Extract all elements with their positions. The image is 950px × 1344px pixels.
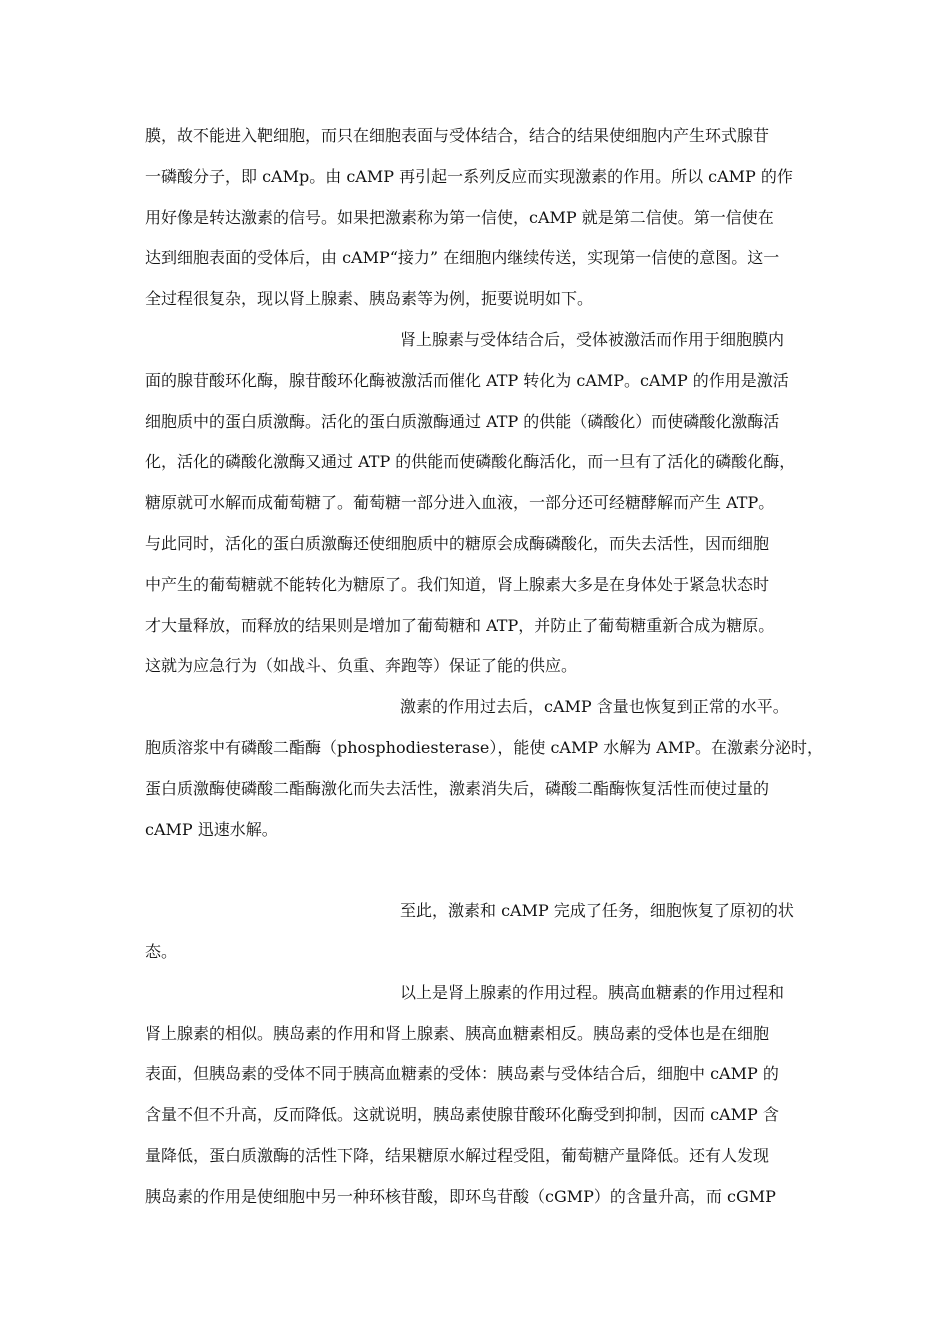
text-line: 胰岛素的作用是使细胞中另一种环核苷酸，即环鸟苷酸（cGMP）的含量升高，而 cGMP xyxy=(145,1186,776,1206)
text-line: 与此同时，活化的蛋白质激酶还使细胞质中的糖原会成酶磷酸化，而失去活性，因而细胞 xyxy=(145,533,770,553)
document-body xyxy=(145,116,824,1218)
text-line: 细胞质中的蛋白质激酶。活化的蛋白质激酶通过 ATP 的供能（磷酸化）而使磷酸化激酶活 xyxy=(145,411,780,431)
text-line: 蛋白质激酶使磷酸二酯酶激化而失去活性，激素消失后，磷酸二酯酶恢复活性而使过量的 xyxy=(145,778,770,798)
text-line: 量降低，蛋白质激酶的活性下降，结果糖原水解过程受阻，葡萄糖产量降低。还有人发现 xyxy=(145,1145,770,1165)
paragraph-start-line: 肾上腺素与受体结合后，受体被激活而作用于细胞膜内 xyxy=(400,329,785,349)
text-line: cAMP 迅速水解。 xyxy=(145,819,278,839)
text-line: 态。 xyxy=(145,941,178,961)
text-line: 表面，但胰岛素的受体不同于胰高血糖素的受体：胰岛素与受体结合后，细胞中 cAMP 的 xyxy=(145,1064,779,1084)
text-line: 胞质溶浆中有磷酸二酯酶（phosphodiesterase），能使 cAMP 水解为 AMP。在激素分泌时， xyxy=(145,737,824,757)
text-line: 糖原就可水解而成葡萄糖了。葡萄糖一部分进入血液，一部分还可经糖酵解而产生 ATP。 xyxy=(145,493,775,513)
text-line: 才大量释放，而释放的结果则是增加了葡萄糖和 ATP，并防止了葡萄糖重新合成为糖原。 xyxy=(145,615,775,635)
text-line: 这就为应急行为（如战斗、负重、奔跑等）保证了能的供应。 xyxy=(145,656,578,676)
text-line: 一磷酸分子，即 cAMp。由 cAMP 再引起一系列反应而实现激素的作用。所以 cAMP 的作 xyxy=(145,166,793,186)
blank-line xyxy=(145,850,815,891)
paragraph-start-line: 以上是肾上腺素的作用过程。胰高血糖素的作用过程和 xyxy=(400,982,785,1002)
text-line: 肾上腺素的相似。胰岛素的作用和肾上腺素、胰高血糖素相反。胰岛素的受体也是在细胞 xyxy=(145,1023,770,1043)
text-line: 含量不但不升高，反而降低。这就说明，胰岛素使腺苷酸环化酶受到抑制，因而 cAMP 含 xyxy=(145,1105,779,1125)
text-line: 达到细胞表面的受体后，由 cAMP“接力” 在细胞内继续传送，实现第一信使的意图。这一 xyxy=(145,248,780,268)
text-line: 化，活化的磷酸化激酶又通过 ATP 的供能而使磷酸化酶活化，而一旦有了活化的磷酸化酶， xyxy=(145,452,796,472)
text-line: 面的腺苷酸环化酶，腺苷酸环化酶被激活而催化 ATP 转化为 cAMP。cAMP 的作用是激活 xyxy=(145,370,789,390)
paragraph-start-line: 至此，激素和 cAMP 完成了任务，细胞恢复了原初的状 xyxy=(400,901,794,921)
text-line: 膜，故不能进入靶细胞，而只在细胞表面与受体结合，结合的结果使细胞内产生环式腺苷 xyxy=(145,126,770,145)
text-line: 用好像是转达激素的信号。如果把激素称为第一信使，cAMP 就是第二信使。第一信使在 xyxy=(145,207,774,227)
paragraph-start-line: 激素的作用过去后，cAMP 含量也恢复到正常的水平。 xyxy=(400,697,789,717)
text-line: 中产生的葡萄糖就不能转化为糖原了。我们知道，肾上腺素大多是在身体处于紧急状态时 xyxy=(145,574,770,594)
text-line: 全过程很复杂，现以肾上腺素、胰岛素等为例，扼要说明如下。 xyxy=(145,289,594,309)
